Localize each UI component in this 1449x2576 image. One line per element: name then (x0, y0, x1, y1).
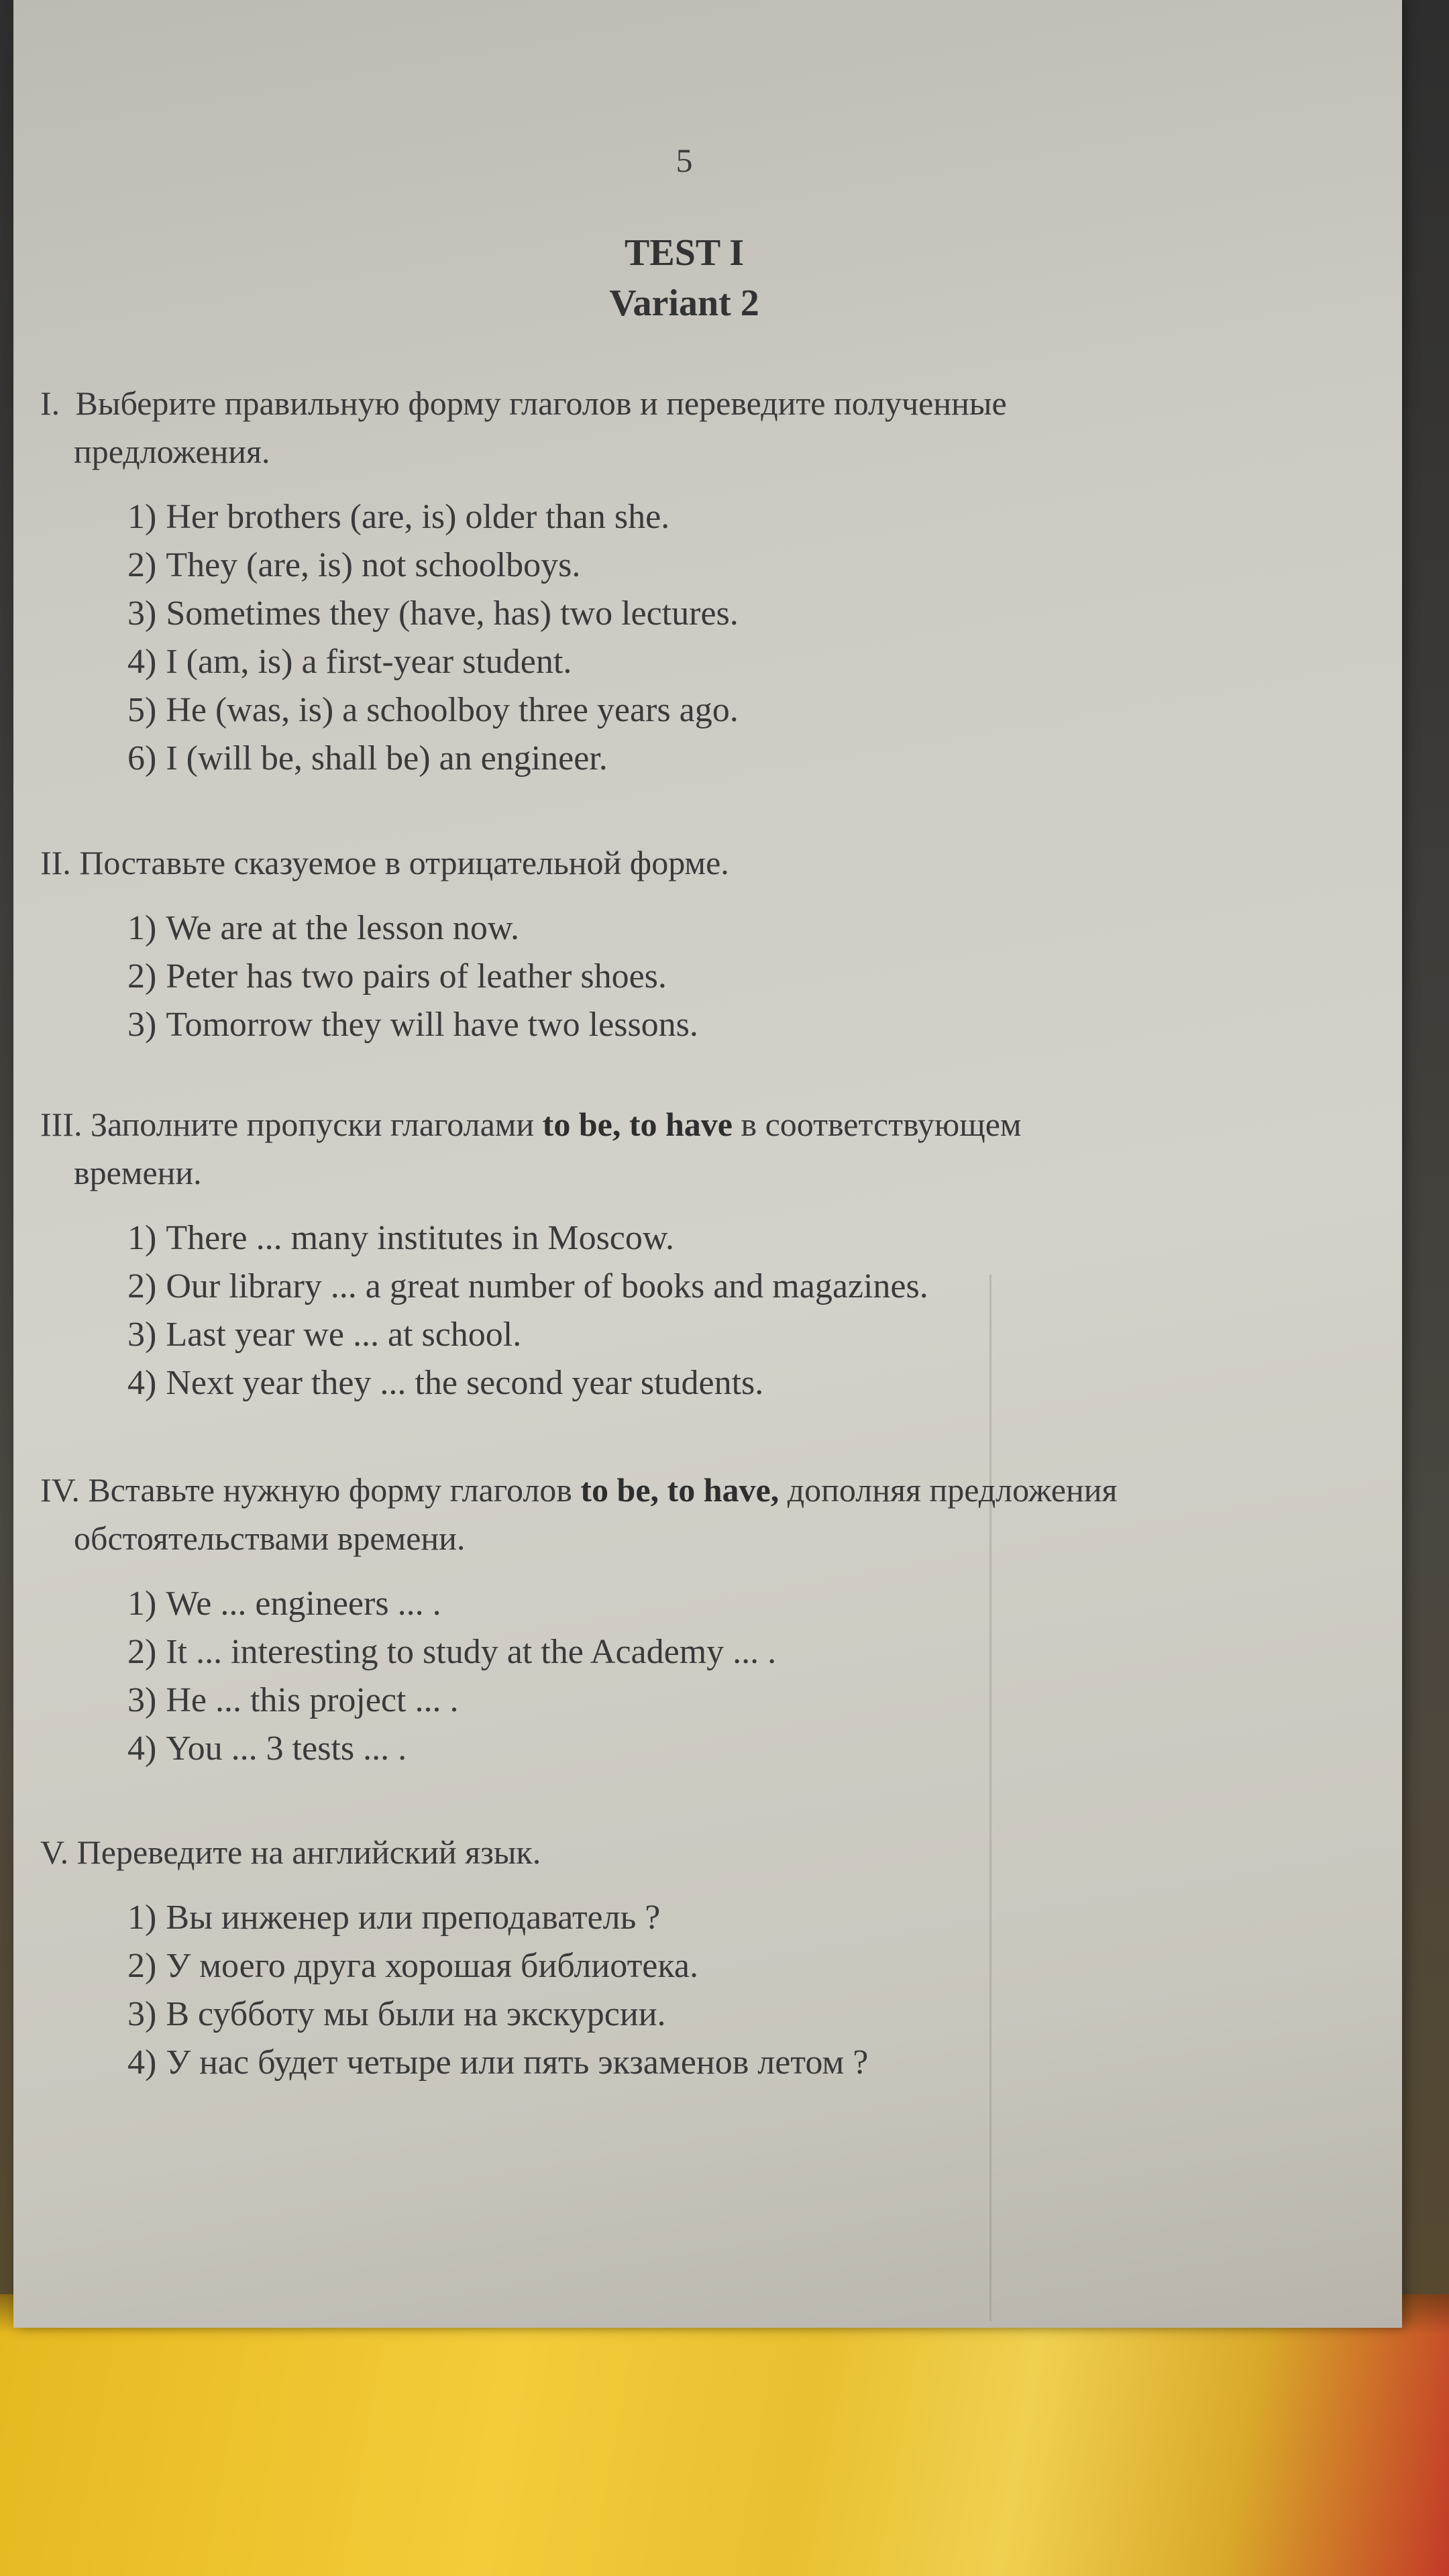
task-keywords: to be, to have (542, 1106, 733, 1143)
task-instruction: Вставьте нужную форму глаголов (88, 1471, 572, 1509)
item-text: He (was, is) a schoolboy three years ago. (166, 691, 739, 729)
item-text: We are at the lesson now. (166, 909, 520, 947)
test-title: TEST I (625, 232, 744, 274)
item-text: У нас будет четыре или пять экзаменов летом ? (166, 2043, 869, 2082)
item-number: 1) (127, 909, 157, 947)
item-number: 1) (127, 1585, 157, 1623)
task-number: I. (40, 384, 60, 422)
item-text: There ... many institutes in Moscow. (166, 1219, 675, 1257)
list-item (127, 1214, 1375, 1263)
task-instruction-cont: предложения. (74, 433, 270, 470)
item-text: Peter has two pairs of leather shoes. (166, 957, 667, 996)
item-text: Tomorrow they will have two lessons. (166, 1006, 698, 1044)
item-number: 4) (127, 1364, 157, 1402)
item-number: 3) (127, 1681, 157, 1719)
item-text: We ... engineers ... . (166, 1585, 441, 1623)
item-number: 2) (127, 1947, 157, 1985)
task-instruction-end: в соответствующем (741, 1106, 1022, 1143)
item-number: 2) (127, 957, 157, 996)
item-text: I (am, is) a first-year student. (166, 643, 572, 681)
task-heading (40, 1100, 1375, 1197)
list-item (127, 1311, 1375, 1359)
item-number: 6) (127, 739, 157, 777)
item-text: Вы инженер или преподаватель ? (166, 1898, 661, 1937)
item-number: 3) (127, 594, 157, 633)
variant-subtitle: Variant 2 (609, 282, 759, 324)
item-number: 2) (127, 1633, 157, 1671)
item-text: Our library ... a great number of books and magazines. (166, 1267, 928, 1305)
list-item (127, 1001, 1375, 1049)
list-item (127, 904, 1375, 953)
item-number: 4) (127, 643, 157, 681)
task-1 (40, 379, 1375, 783)
list-item (127, 1894, 1375, 1942)
item-number: 1) (127, 498, 157, 536)
task-items (40, 493, 1375, 783)
list-item (127, 953, 1375, 1001)
item-text: He ... this project ... . (166, 1681, 459, 1719)
task-instruction-end: дополняя предложения (787, 1471, 1118, 1509)
item-number: 5) (127, 691, 157, 729)
item-number: 2) (127, 1267, 157, 1305)
item-number: 1) (127, 1898, 157, 1937)
task-5 (40, 1828, 1375, 2087)
task-number: V. (40, 1833, 69, 1871)
list-item (127, 1580, 1375, 1628)
list-item (127, 493, 1375, 541)
list-item (127, 1725, 1375, 1773)
task-heading (40, 379, 1375, 476)
item-text: You ... 3 tests ... . (166, 1729, 407, 1768)
list-item (127, 735, 1375, 783)
task-items (40, 1214, 1375, 1407)
task-instruction-cont: времени. (74, 1154, 202, 1191)
item-text: Sometimes they (have, has) two lectures. (166, 594, 739, 633)
task-items (40, 904, 1375, 1049)
item-text: Next year they ... the second year students. (166, 1364, 764, 1402)
task-items (40, 1580, 1375, 1773)
item-text: They (are, is) not schoolboys. (166, 546, 581, 584)
item-number: 1) (127, 1219, 157, 1257)
task-number: II. (40, 844, 71, 881)
list-item (127, 1942, 1375, 1990)
task-heading (40, 1466, 1375, 1562)
task-instruction: Выберите правильную форму глаголов и переведите полученные (75, 384, 1007, 422)
yellow-fabric (0, 2294, 1449, 2576)
task-instruction: Поставьте сказуемое в отрицательной форме. (79, 844, 729, 881)
list-item (127, 2039, 1375, 2087)
item-number: 4) (127, 1729, 157, 1768)
task-instruction: Заполните пропуски глаголами (90, 1106, 535, 1143)
page-number: 5 (676, 142, 693, 179)
item-number: 3) (127, 1006, 157, 1044)
list-item (127, 1359, 1375, 1407)
item-text: It ... interesting to study at the Academy ... . (166, 1633, 777, 1671)
list-item (127, 1263, 1375, 1311)
list-item (127, 686, 1375, 735)
task-number: III. (40, 1106, 83, 1143)
task-number: IV. (40, 1471, 80, 1509)
task-3 (40, 1100, 1375, 1407)
item-number: 3) (127, 1316, 157, 1354)
item-text: I (will be, shall be) an engineer. (166, 739, 608, 777)
page-fold-line (989, 1275, 991, 2321)
task-heading (40, 839, 1375, 887)
item-text: Her brothers (are, is) older than she. (166, 498, 670, 536)
task-2 (40, 839, 1375, 1049)
task-4 (40, 1466, 1375, 1773)
task-items (40, 1894, 1375, 2087)
task-instruction-cont: обстоятельствами времени. (74, 1519, 466, 1557)
item-number: 4) (127, 2043, 157, 2082)
list-item (127, 1628, 1375, 1676)
item-number: 3) (127, 1995, 157, 2033)
list-item (127, 541, 1375, 590)
list-item (127, 590, 1375, 638)
item-text: У моего друга хорошая библиотека. (166, 1947, 698, 1985)
paper-page (13, 0, 1402, 2328)
item-text: Last year we ... at school. (166, 1316, 522, 1354)
task-instruction: Переведите на английский язык. (76, 1833, 541, 1871)
task-heading (40, 1828, 1375, 1876)
task-keywords: to be, to have, (580, 1471, 780, 1509)
list-item (127, 1990, 1375, 2039)
item-number: 2) (127, 546, 157, 584)
list-item (127, 638, 1375, 686)
list-item (127, 1676, 1375, 1725)
item-text: В субботу мы были на экскурсии. (166, 1995, 666, 2033)
